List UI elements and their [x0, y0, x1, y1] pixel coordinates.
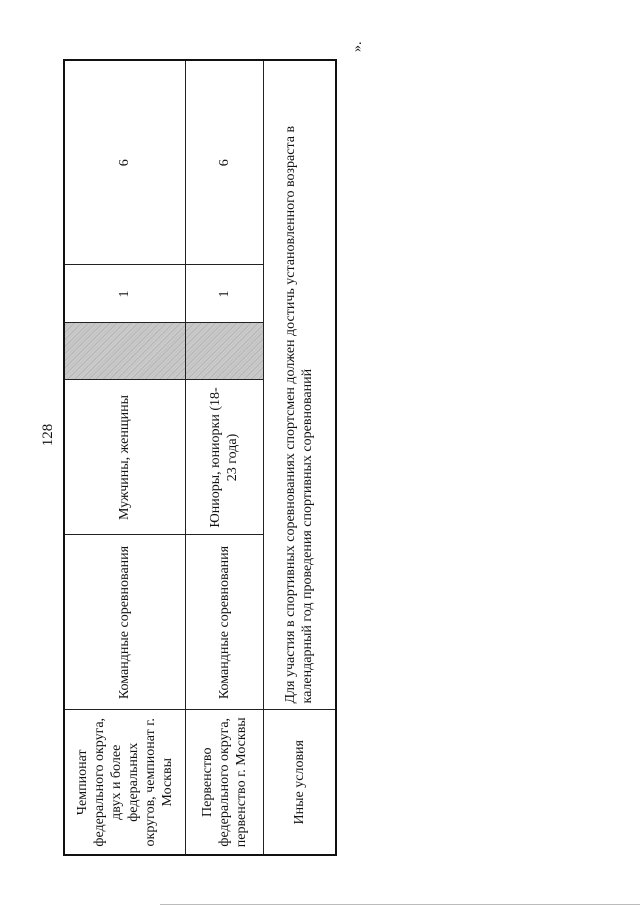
competition-name-cell: Чемпионат федерального округа, двух и более федеральных округов, чемпионат г. Москвы [64, 710, 185, 855]
competition-type-cell: Командные соревнования [185, 535, 263, 710]
count-a-cell: 1 [64, 265, 185, 323]
competition-name-cell: Первенство федерального округа, первенство г. Москвы [185, 710, 263, 855]
shaded-cell [64, 323, 185, 380]
table-row [185, 60, 263, 855]
other-conditions-text: Для участия в спортивных соревнованиях спортсмен должен достичь установленного возраста в календарный год проведения спортивных соревнований [263, 60, 336, 710]
count-a-cell: 1 [185, 265, 263, 323]
table-row [64, 60, 185, 855]
rotated-table-container [63, 61, 335, 856]
count-b-cell: 6 [185, 60, 263, 265]
participants-cell: Мужчины, женщины [64, 380, 185, 535]
participants-cell: Юниоры, юниорки (18-23 года) [185, 380, 263, 535]
other-conditions-label: Иные условия [263, 710, 336, 855]
shaded-cell [185, 323, 263, 380]
competition-type-cell: Командные соревнования [64, 535, 185, 710]
count-b-cell: 6 [64, 60, 185, 265]
closing-quote: ». [350, 41, 365, 52]
page-number: 128 [40, 423, 56, 447]
competitions-table [63, 59, 337, 856]
table-row [263, 60, 336, 855]
